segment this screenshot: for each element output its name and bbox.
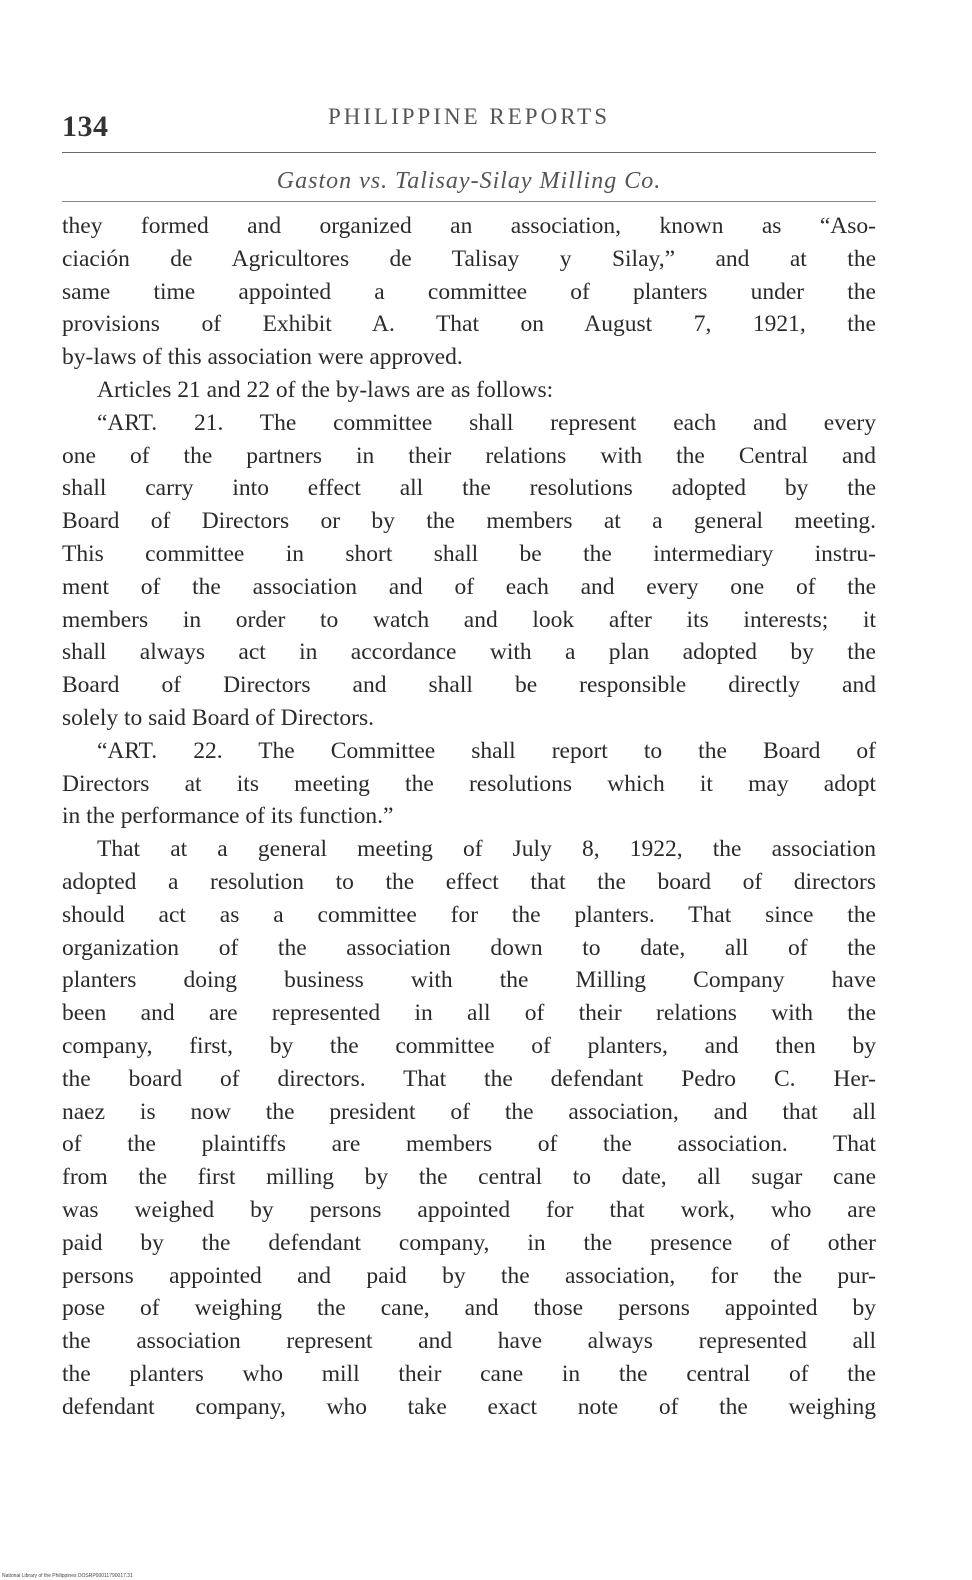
text-line: adopted a resolution to the effect that the board of directors (62, 868, 876, 895)
text-line: planters doing business with the Milling Company have (62, 967, 876, 994)
header-divider (62, 201, 876, 202)
text-line: paid by the defendant company, in the presence of other (62, 1229, 876, 1256)
text-line (62, 735, 876, 768)
paragraph (62, 210, 876, 374)
text-line: Board of Directors and shall be responsible directly and (62, 672, 876, 699)
text-line: That at a general meeting of July 8, 1922, the association (97, 836, 876, 863)
page-header (62, 96, 876, 153)
scan-footer: National Library of the Philippines DOSRP00011790017.31 (2, 1573, 133, 1579)
paragraph-article-21 (62, 407, 876, 735)
article-text: 21. The committee shall represent each and every (157, 409, 876, 436)
paragraph (62, 374, 876, 407)
text-line: from the first milling by the central to date, all sugar cane (62, 1164, 876, 1191)
text-line: by-laws of this association were approved. (62, 344, 463, 371)
text-line: should act as a committee for the planters. That since the (62, 901, 876, 928)
running-title: PHILIPPINE REPORTS (327, 104, 610, 129)
text-line: organization of the association down to date, all of the (62, 934, 876, 961)
paragraph (62, 833, 876, 1423)
text-line: the board of directors. That the defendant Pedro C. Her- (62, 1065, 876, 1092)
page (62, 96, 876, 1423)
text-line: naez is now the president of the association, and that all (62, 1098, 876, 1125)
text-line (62, 407, 876, 440)
text-line: same time appointed a committee of planters under the (62, 278, 876, 305)
text-line: shall always act in accordance with a plan adopted by the (62, 639, 876, 666)
text-line: This committee in short shall be the intermediary instru- (62, 540, 876, 567)
text-line: Directors at its meeting the resolutions which it may adopt (62, 770, 876, 797)
text-line: pose of weighing the cane, and those persons appointed by (62, 1295, 876, 1322)
text-line: was weighed by persons appointed for that work, who are (62, 1196, 876, 1223)
text-line: shall carry into effect all the resolutions adopted by the (62, 475, 876, 502)
article-lead: “ART. (97, 409, 158, 436)
text-line: of the plaintiffs are members of the association. That (62, 1131, 876, 1158)
text-line: Board of Directors or by the members at a general meeting. (62, 508, 876, 535)
text-line: been and are represented in all of their relations with the (62, 1000, 876, 1027)
text-line: the planters who mill their cane in the central of the (62, 1360, 876, 1387)
text-line: ciación de Agricultores de Talisay y Silay,” and at the (62, 245, 876, 272)
text-line: one of the partners in their relations with the Central and (62, 442, 876, 469)
paragraph-article-22 (62, 735, 876, 833)
text-line: persons appointed and paid by the association, for the pur- (62, 1262, 876, 1289)
article-lead: “ART. (97, 737, 158, 764)
text-line: members in order to watch and look after its interests; it (62, 606, 876, 633)
text-line: in the performance of its function.” (62, 803, 394, 830)
text-line: solely to said Board of Directors. (62, 704, 374, 731)
text-line: they formed and organized an association, known as “Aso- (62, 213, 876, 239)
text-line: defendant company, who take exact note of the weighing (62, 1393, 876, 1420)
article-text: 22. The Committee shall report to the Board of (157, 737, 876, 764)
text-line: provisions of Exhibit A. That on August 7, 1921, the (62, 311, 876, 338)
case-title: Gaston vs. Talisay-Silay Milling Co. (276, 168, 662, 194)
text-line: Articles 21 and 22 of the by-laws are as follows: (97, 376, 554, 403)
text-line: ment of the association and of each and every one of the (62, 573, 876, 600)
text-line: company, first, by the committee of planters, and then by (62, 1032, 876, 1059)
page-number: 134 (62, 110, 109, 143)
text-line: the association represent and have always represented all (62, 1328, 876, 1355)
body-text (62, 210, 876, 1423)
